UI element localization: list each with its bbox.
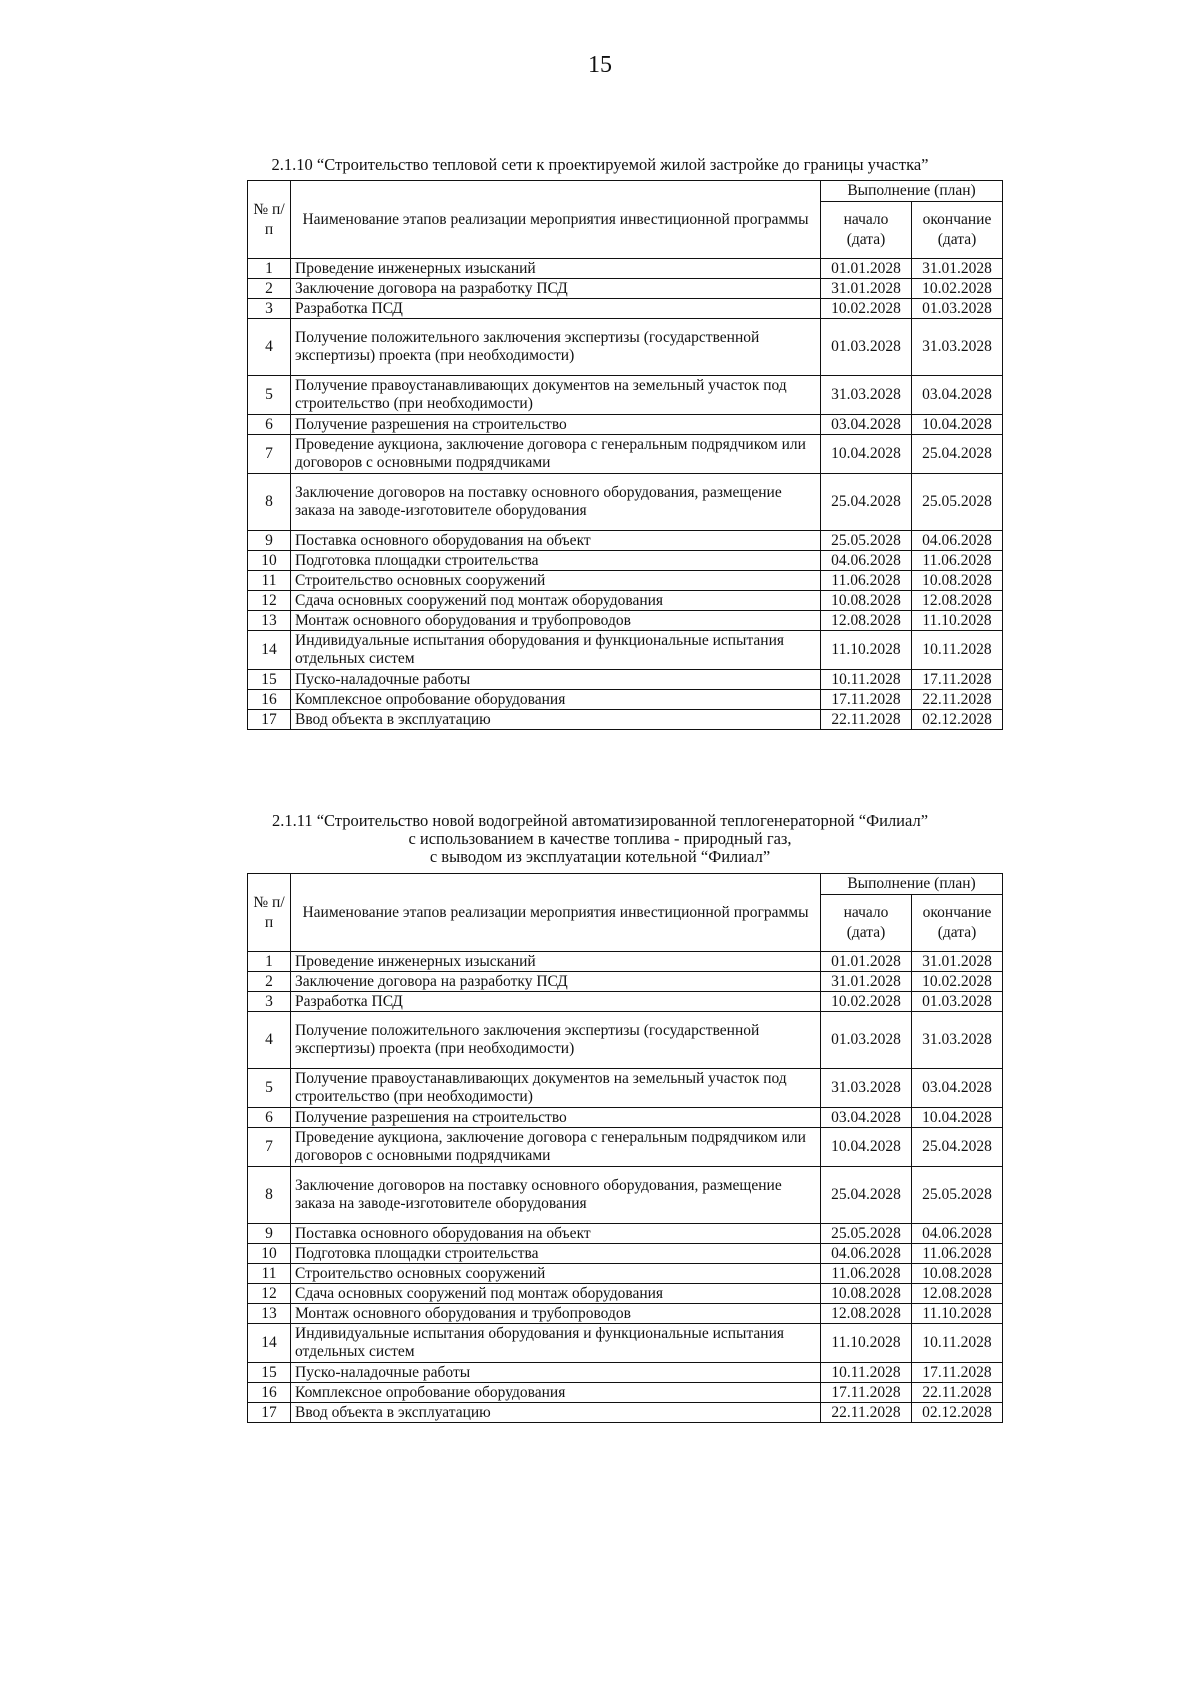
- end-date: 10.11.2028: [912, 631, 1003, 670]
- table-row: [248, 631, 1003, 670]
- start-date: 25.04.2028: [821, 1167, 912, 1224]
- table-row: [248, 1284, 1003, 1304]
- row-number: 14: [248, 1324, 291, 1363]
- row-number: 11: [248, 571, 291, 591]
- header-end: окончание (дата): [912, 895, 1003, 952]
- start-date: 11.06.2028: [821, 1264, 912, 1284]
- row-number: 10: [248, 551, 291, 571]
- start-date: 01.03.2028: [821, 319, 912, 376]
- end-date: 31.03.2028: [912, 1012, 1003, 1069]
- row-number: 6: [248, 415, 291, 435]
- end-date: 22.11.2028: [912, 690, 1003, 710]
- table-body: [248, 952, 1003, 1423]
- end-date: 01.03.2028: [912, 299, 1003, 319]
- stage-name: Пуско-наладочные работы: [291, 1363, 821, 1383]
- stage-name: Сдача основных сооружений под монтаж оборудования: [291, 1284, 821, 1304]
- table-body: [248, 259, 1003, 730]
- table-row: [248, 319, 1003, 376]
- table-row: [248, 1108, 1003, 1128]
- row-number: 8: [248, 474, 291, 531]
- row-number: 15: [248, 1363, 291, 1383]
- end-date: 25.05.2028: [912, 1167, 1003, 1224]
- table-row: [248, 1012, 1003, 1069]
- end-date: 17.11.2028: [912, 670, 1003, 690]
- row-number: 15: [248, 670, 291, 690]
- section-title-line: с выводом из эксплуатации котельной “Филиал”: [429, 847, 771, 866]
- start-date: 04.06.2028: [821, 551, 912, 571]
- stage-name: Получение разрешения на строительство: [291, 415, 821, 435]
- start-date: 31.01.2028: [821, 279, 912, 299]
- row-number: 5: [248, 1069, 291, 1108]
- table-row: [248, 1264, 1003, 1284]
- table-row: [248, 1304, 1003, 1324]
- end-date: 10.08.2028: [912, 571, 1003, 591]
- stage-name: Комплексное опробование оборудования: [291, 1383, 821, 1403]
- stage-name: Получение положительного заключения экспертизы (государственной экспертизы) проекта (при необходимости): [291, 319, 821, 376]
- table-row: [248, 992, 1003, 1012]
- table-row: [248, 972, 1003, 992]
- stage-name: Получение правоустанавливающих документов на земельный участок под строительство (при необходимости): [291, 1069, 821, 1108]
- stage-name: Пуско-наладочные работы: [291, 670, 821, 690]
- section-title-2-1-11: [200, 812, 1000, 866]
- stage-name: Комплексное опробование оборудования: [291, 690, 821, 710]
- header-start: начало (дата): [821, 895, 912, 952]
- section-title-line: 2.1.11 “Строительство новой водогрейной автоматизированной теплогенераторной “Филиал”: [271, 811, 929, 830]
- stage-name: Ввод объекта в эксплуатацию: [291, 1403, 821, 1423]
- end-date: 31.01.2028: [912, 952, 1003, 972]
- start-date: 17.11.2028: [821, 1383, 912, 1403]
- end-date: 10.04.2028: [912, 1108, 1003, 1128]
- section-title-line: 2.1.10 “Строительство тепловой сети к проектируемой жилой застройке до границы участка”: [271, 155, 929, 174]
- start-date: 03.04.2028: [821, 1108, 912, 1128]
- stage-name: Проведение инженерных изысканий: [291, 952, 821, 972]
- start-date: 25.05.2028: [821, 531, 912, 551]
- table-row: [248, 670, 1003, 690]
- table-row: [248, 531, 1003, 551]
- investment-table-2-1-10: [247, 180, 1003, 730]
- end-date: 10.08.2028: [912, 1264, 1003, 1284]
- stage-name: Заключение договоров на поставку основного оборудования, размещение заказа на заводе-изготовителе оборудования: [291, 1167, 821, 1224]
- header-num: № п/п: [248, 874, 291, 952]
- stage-name: Заключение договоров на поставку основного оборудования, размещение заказа на заводе-изготовителе оборудования: [291, 474, 821, 531]
- header-execution: Выполнение (план): [821, 181, 1003, 202]
- start-date: 10.04.2028: [821, 435, 912, 474]
- table-row: [248, 1167, 1003, 1224]
- table-row: [248, 1363, 1003, 1383]
- start-date: 12.08.2028: [821, 611, 912, 631]
- row-number: 1: [248, 952, 291, 972]
- start-date: 10.02.2028: [821, 299, 912, 319]
- end-date: 02.12.2028: [912, 710, 1003, 730]
- row-number: 7: [248, 435, 291, 474]
- start-date: 10.04.2028: [821, 1128, 912, 1167]
- end-date: 10.02.2028: [912, 972, 1003, 992]
- row-number: 3: [248, 992, 291, 1012]
- start-date: 03.04.2028: [821, 415, 912, 435]
- start-date: 10.08.2028: [821, 591, 912, 611]
- row-number: 7: [248, 1128, 291, 1167]
- stage-name: Заключение договора на разработку ПСД: [291, 279, 821, 299]
- stage-name: Ввод объекта в эксплуатацию: [291, 710, 821, 730]
- stage-name: Поставка основного оборудования на объект: [291, 1224, 821, 1244]
- row-number: 16: [248, 690, 291, 710]
- stage-name: Проведение аукциона, заключение договора с генеральным подрядчиком или договоров с основными подрядчиками: [291, 1128, 821, 1167]
- table-row: [248, 952, 1003, 972]
- start-date: 01.01.2028: [821, 952, 912, 972]
- stage-name: Разработка ПСД: [291, 992, 821, 1012]
- end-date: 11.06.2028: [912, 551, 1003, 571]
- stage-name: Проведение инженерных изысканий: [291, 259, 821, 279]
- row-number: 1: [248, 259, 291, 279]
- end-date: 22.11.2028: [912, 1383, 1003, 1403]
- row-number: 12: [248, 591, 291, 611]
- end-date: 10.04.2028: [912, 415, 1003, 435]
- header-end: окончание (дата): [912, 202, 1003, 259]
- stage-name: Сдача основных сооружений под монтаж оборудования: [291, 591, 821, 611]
- table-row: [248, 690, 1003, 710]
- start-date: 11.10.2028: [821, 1324, 912, 1363]
- row-number: 2: [248, 279, 291, 299]
- row-number: 9: [248, 531, 291, 551]
- row-number: 6: [248, 1108, 291, 1128]
- table-row: [248, 279, 1003, 299]
- row-number: 13: [248, 1304, 291, 1324]
- end-date: 04.06.2028: [912, 1224, 1003, 1244]
- stage-name: Индивидуальные испытания оборудования и функциональные испытания отдельных систем: [291, 631, 821, 670]
- table-row: [248, 1324, 1003, 1363]
- table-row: [248, 591, 1003, 611]
- end-date: 31.01.2028: [912, 259, 1003, 279]
- end-date: 25.05.2028: [912, 474, 1003, 531]
- table-row: [248, 474, 1003, 531]
- end-date: 10.11.2028: [912, 1324, 1003, 1363]
- end-date: 12.08.2028: [912, 591, 1003, 611]
- stage-name: Заключение договора на разработку ПСД: [291, 972, 821, 992]
- start-date: 25.05.2028: [821, 1224, 912, 1244]
- header-name: Наименование этапов реализации мероприятия инвестиционной программы: [291, 181, 821, 259]
- stage-name: Индивидуальные испытания оборудования и функциональные испытания отдельных систем: [291, 1324, 821, 1363]
- end-date: 11.10.2028: [912, 1304, 1003, 1324]
- table-row: [248, 299, 1003, 319]
- section-title-line: с использованием в качестве топлива - природный газ,: [408, 829, 792, 848]
- stage-name: Монтаж основного оборудования и трубопроводов: [291, 1304, 821, 1324]
- end-date: 12.08.2028: [912, 1284, 1003, 1304]
- stage-name: Проведение аукциона, заключение договора с генеральным подрядчиком или договоров с основными подрядчиками: [291, 435, 821, 474]
- stage-name: Получение положительного заключения экспертизы (государственной экспертизы) проекта (при необходимости): [291, 1012, 821, 1069]
- start-date: 11.06.2028: [821, 571, 912, 591]
- start-date: 01.01.2028: [821, 259, 912, 279]
- start-date: 10.02.2028: [821, 992, 912, 1012]
- row-number: 4: [248, 319, 291, 376]
- table-row: [248, 710, 1003, 730]
- row-number: 12: [248, 1284, 291, 1304]
- row-number: 10: [248, 1244, 291, 1264]
- end-date: 31.03.2028: [912, 319, 1003, 376]
- page-number: 15: [588, 52, 612, 78]
- row-number: 9: [248, 1224, 291, 1244]
- header-execution: Выполнение (план): [821, 874, 1003, 895]
- table-row: [248, 435, 1003, 474]
- stage-name: Получение разрешения на строительство: [291, 1108, 821, 1128]
- row-number: 17: [248, 1403, 291, 1423]
- table-row: [248, 611, 1003, 631]
- end-date: 17.11.2028: [912, 1363, 1003, 1383]
- end-date: 02.12.2028: [912, 1403, 1003, 1423]
- start-date: 31.03.2028: [821, 376, 912, 415]
- start-date: 10.11.2028: [821, 1363, 912, 1383]
- section-title-2-1-10: [200, 156, 1000, 174]
- end-date: 03.04.2028: [912, 376, 1003, 415]
- start-date: 04.06.2028: [821, 1244, 912, 1264]
- start-date: 17.11.2028: [821, 690, 912, 710]
- table-row: [248, 1069, 1003, 1108]
- end-date: 04.06.2028: [912, 531, 1003, 551]
- start-date: 11.10.2028: [821, 631, 912, 670]
- stage-name: Строительство основных сооружений: [291, 571, 821, 591]
- start-date: 10.08.2028: [821, 1284, 912, 1304]
- stage-name: Подготовка площадки строительства: [291, 1244, 821, 1264]
- start-date: 25.04.2028: [821, 474, 912, 531]
- end-date: 01.03.2028: [912, 992, 1003, 1012]
- stage-name: Поставка основного оборудования на объект: [291, 531, 821, 551]
- stage-name: Получение правоустанавливающих документов на земельный участок под строительство (при необходимости): [291, 376, 821, 415]
- start-date: 31.01.2028: [821, 972, 912, 992]
- header-start: начало (дата): [821, 202, 912, 259]
- table-row: [248, 376, 1003, 415]
- row-number: 17: [248, 710, 291, 730]
- table-row: [248, 571, 1003, 591]
- table-row: [248, 259, 1003, 279]
- start-date: 22.11.2028: [821, 710, 912, 730]
- table-row: [248, 1403, 1003, 1423]
- start-date: 10.11.2028: [821, 670, 912, 690]
- end-date: 10.02.2028: [912, 279, 1003, 299]
- row-number: 5: [248, 376, 291, 415]
- table-row: [248, 1383, 1003, 1403]
- table-row: [248, 1128, 1003, 1167]
- row-number: 2: [248, 972, 291, 992]
- start-date: 12.08.2028: [821, 1304, 912, 1324]
- row-number: 8: [248, 1167, 291, 1224]
- header-name: Наименование этапов реализации мероприятия инвестиционной программы: [291, 874, 821, 952]
- row-number: 14: [248, 631, 291, 670]
- end-date: 25.04.2028: [912, 1128, 1003, 1167]
- start-date: 22.11.2028: [821, 1403, 912, 1423]
- end-date: 11.10.2028: [912, 611, 1003, 631]
- stage-name: Монтаж основного оборудования и трубопроводов: [291, 611, 821, 631]
- row-number: 16: [248, 1383, 291, 1403]
- end-date: 25.04.2028: [912, 435, 1003, 474]
- row-number: 4: [248, 1012, 291, 1069]
- stage-name: Разработка ПСД: [291, 299, 821, 319]
- start-date: 01.03.2028: [821, 1012, 912, 1069]
- row-number: 3: [248, 299, 291, 319]
- table-row: [248, 415, 1003, 435]
- start-date: 31.03.2028: [821, 1069, 912, 1108]
- table-row: [248, 551, 1003, 571]
- row-number: 13: [248, 611, 291, 631]
- end-date: 11.06.2028: [912, 1244, 1003, 1264]
- header-num: № п/п: [248, 181, 291, 259]
- table-row: [248, 1244, 1003, 1264]
- row-number: 11: [248, 1264, 291, 1284]
- end-date: 03.04.2028: [912, 1069, 1003, 1108]
- investment-table-2-1-11: [247, 873, 1003, 1423]
- stage-name: Подготовка площадки строительства: [291, 551, 821, 571]
- table-row: [248, 1224, 1003, 1244]
- stage-name: Строительство основных сооружений: [291, 1264, 821, 1284]
